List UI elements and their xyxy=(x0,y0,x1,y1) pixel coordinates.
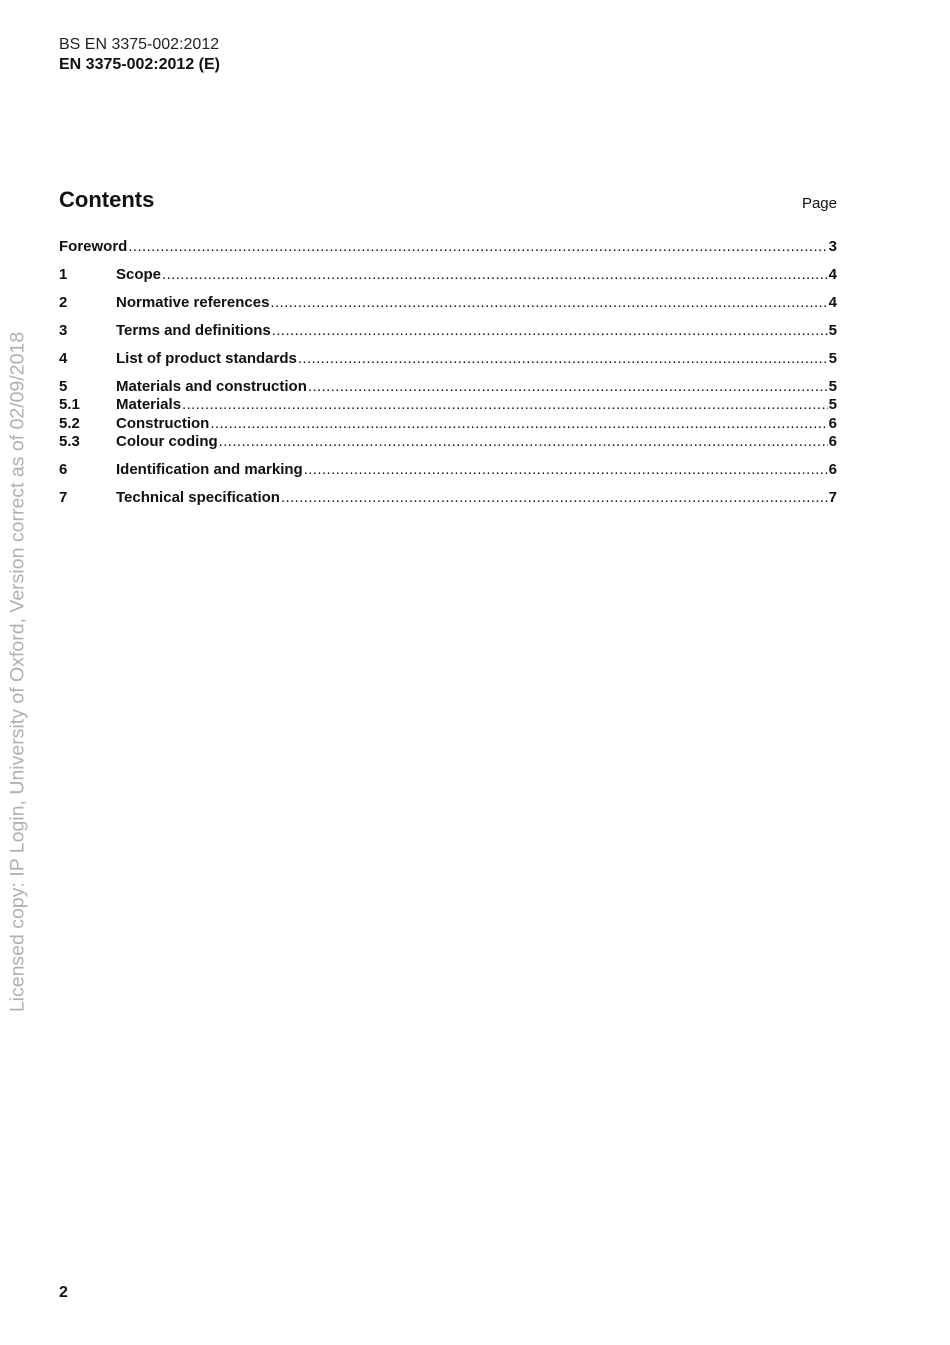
toc-entry-number: 2 xyxy=(59,294,68,311)
leader-dots xyxy=(298,350,828,368)
toc-entry-page: 4 xyxy=(828,266,837,283)
leader-dots xyxy=(281,489,828,507)
toc-entry-colour-coding[interactable] xyxy=(59,433,837,451)
toc-entry-number: 7 xyxy=(59,489,68,506)
page-column-label: Page xyxy=(801,195,837,212)
leader-dots xyxy=(304,461,828,479)
leader-dots xyxy=(270,294,827,312)
toc-entry-label: Colour coding xyxy=(116,433,218,450)
toc-entry-label: Materials xyxy=(116,396,182,413)
toc-entry-label: Identification and marking xyxy=(116,461,303,478)
toc-entry-number: 1 xyxy=(59,266,68,283)
toc-entry-number: 4 xyxy=(59,350,68,367)
toc-entry-label: Construction xyxy=(116,415,210,432)
toc-entry-page: 6 xyxy=(828,433,837,450)
toc-entry-page: 5 xyxy=(828,350,837,367)
document-id-en: EN 3375-002:2012 (E) xyxy=(59,56,220,73)
toc-entry-materials[interactable] xyxy=(59,396,837,414)
toc-entry-page: 7 xyxy=(828,489,837,506)
toc-entry-terms-and-definitions[interactable] xyxy=(59,322,837,340)
toc-entry-label: Technical specification xyxy=(116,489,280,506)
leader-dots xyxy=(272,322,828,340)
toc-entry-scope[interactable] xyxy=(59,266,837,284)
toc-entry-number: 6 xyxy=(59,461,68,478)
toc-entry-number: 3 xyxy=(59,322,68,339)
toc-entry-label: Normative references xyxy=(116,294,270,311)
license-watermark: Licensed copy: IP Login, University of Oxford, Version correct as of 02/09/2018 xyxy=(6,331,29,1013)
leader-dots xyxy=(182,396,828,414)
toc-entry-page: 6 xyxy=(828,461,837,478)
toc-entry-number: 5.1 xyxy=(59,396,80,413)
toc-entry-page: 6 xyxy=(828,415,837,432)
toc-entry-number: 5 xyxy=(59,378,68,395)
toc-entry-label: List of product standards xyxy=(116,350,297,367)
toc-entry-label: Terms and definitions xyxy=(116,322,271,339)
toc-entry-number: 5.3 xyxy=(59,433,80,450)
toc-entry-technical-specification[interactable] xyxy=(59,489,837,507)
contents-title: Contents xyxy=(59,187,155,212)
toc-entry-page: 4 xyxy=(828,294,837,311)
toc-entry-label: Foreword xyxy=(59,238,128,255)
toc-entry-page: 3 xyxy=(828,238,837,255)
toc-entry-identification-and-marking[interactable] xyxy=(59,461,837,479)
toc-entry-list-of-product-standards[interactable] xyxy=(59,350,837,368)
toc-entry-page: 5 xyxy=(828,396,837,413)
leader-dots xyxy=(308,378,828,396)
leader-dots xyxy=(128,238,827,256)
leader-dots xyxy=(219,433,828,451)
page-number: 2 xyxy=(59,1284,68,1301)
toc-entry-materials-and-construction[interactable] xyxy=(59,378,837,396)
toc-entry-page: 5 xyxy=(828,378,837,395)
toc-entry-number: 5.2 xyxy=(59,415,80,432)
toc-entry-construction[interactable] xyxy=(59,415,837,433)
toc-entry-normative-references[interactable] xyxy=(59,294,837,312)
toc-entry-foreword[interactable] xyxy=(59,238,837,256)
toc-entry-label: Scope xyxy=(116,266,162,283)
toc-entry-page: 5 xyxy=(828,322,837,339)
leader-dots xyxy=(210,415,827,433)
toc-entry-label: Materials and construction xyxy=(116,378,307,395)
document-id: BS EN 3375-002:2012 xyxy=(59,36,220,53)
leader-dots xyxy=(162,266,828,284)
